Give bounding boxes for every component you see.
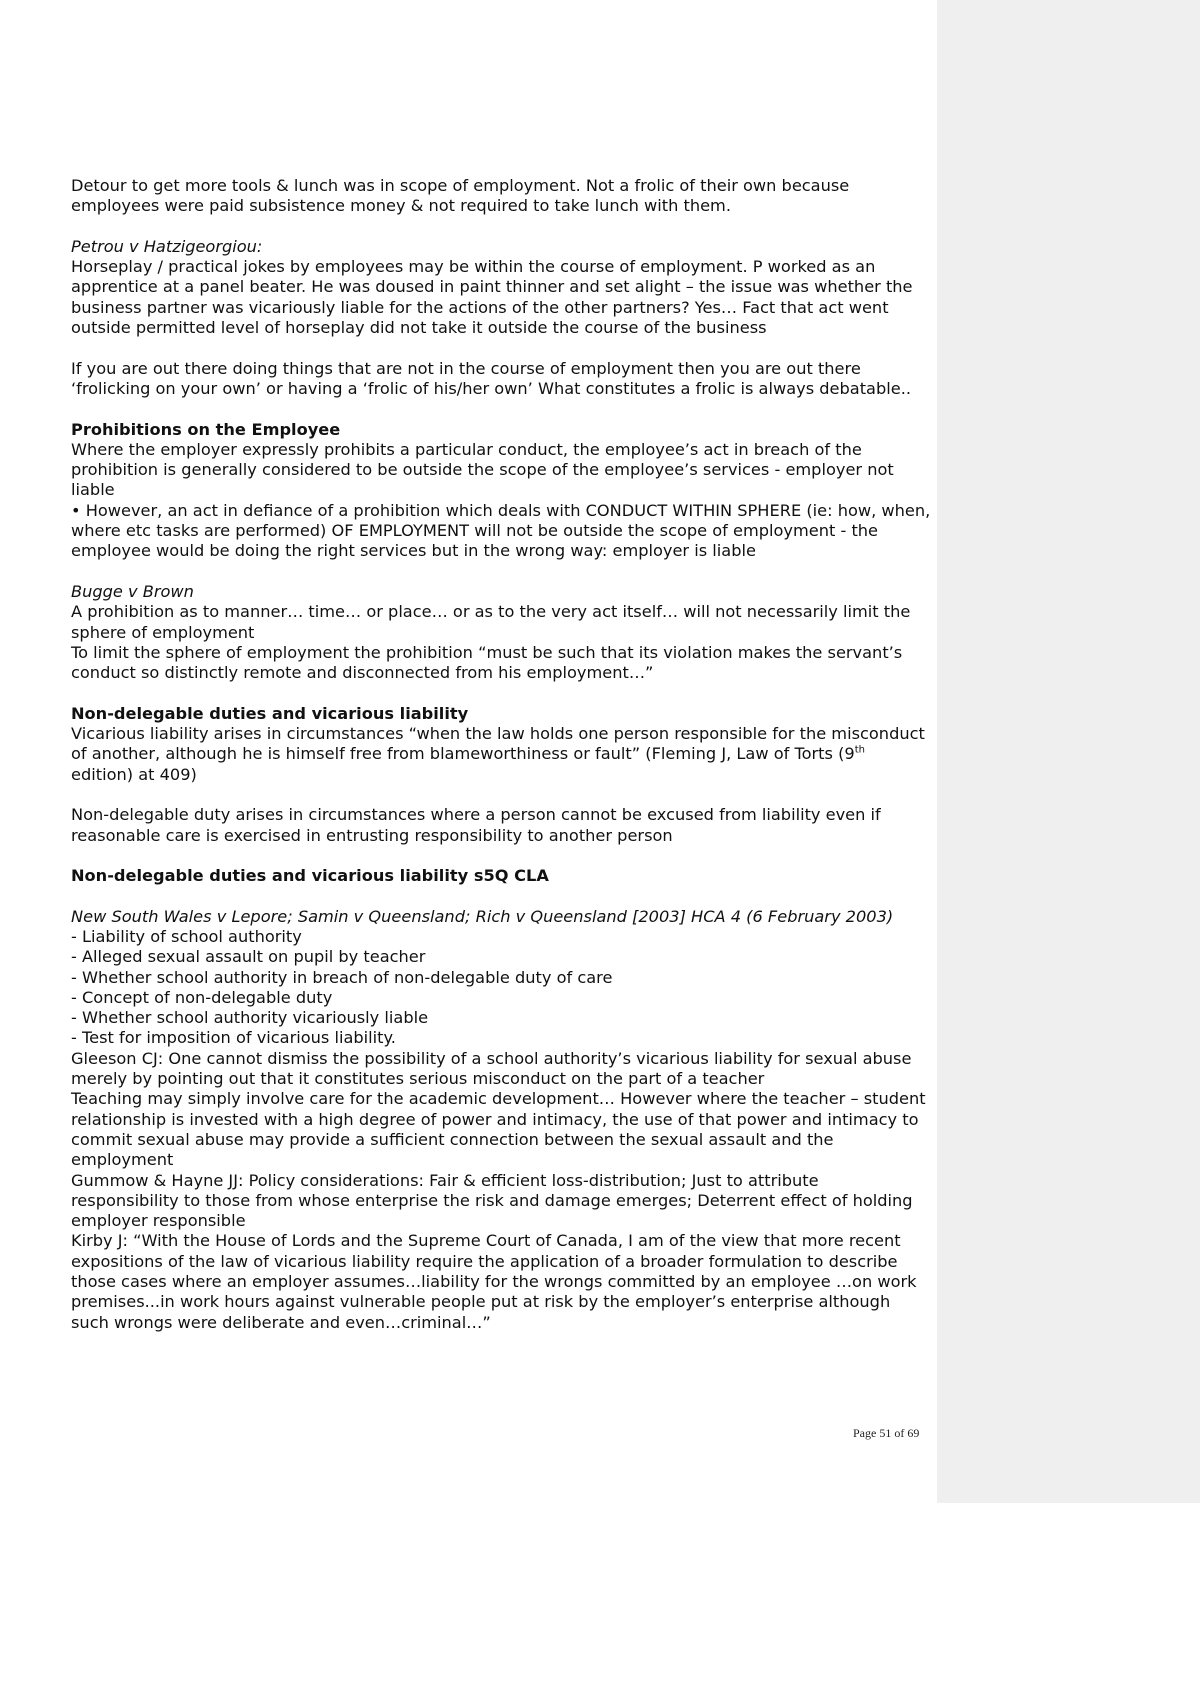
paragraph: Detour to get more tools & lunch was in scope of employment. Not a frolic of their own because employees were paid subsistence money & not required to take lunch with them. xyxy=(71,176,850,216)
issue-list xyxy=(71,927,931,1049)
list-item: - Whether school authority vicariously liable xyxy=(71,1008,429,1028)
section-heading-s5q: Non-delegable duties and vicarious liability s5Q CLA xyxy=(71,866,549,886)
case-name-petrou: Petrou v Hatzigeorgiou: xyxy=(71,236,263,256)
paragraph: Teaching may simply involve care for the academic development… However where the teacher – student relationship is invested with a high degree of power and intimacy, the use of that power and intimacy to commit sexual abuse may provide a sufficient connection between the sexual assault and the employment xyxy=(71,1089,926,1170)
case-name-bugge: Bugge v Brown xyxy=(71,581,194,601)
list-item: - Alleged sexual assault on pupil by teacher xyxy=(71,947,426,967)
text-run: Vicarious liability arises in circumstances “when the law holds one person responsible for the misconduct of another, although he is himself free from blameworthiness or fault” (Fleming J, Law of Torts (9 xyxy=(71,724,925,764)
list-item: - Whether school authority in breach of non-delegable duty of care xyxy=(71,967,613,987)
paragraph-gummow-hayne: Gummow & Hayne JJ: Policy considerations: Fair & efficient loss-distribution; Just to attribute responsibility to those from whose enterprise the risk and damage emerges; Deterrent effect of holding employer responsible xyxy=(71,1170,913,1231)
list-item: - Liability of school authority xyxy=(71,926,302,946)
paragraph-kirby: Kirby J: “With the House of Lords and the Supreme Court of Canada, I am of the view that more recent expositions of the law of vicarious liability require the application of a broader formulation to describe those cases where an employer assumes…liability for the wrongs committed by an employee …on work premises...in work hours against vulnerable people put at risk by the employer’s enterprise although such wrongs were deliberate and even…criminal…” xyxy=(71,1231,917,1332)
list-item: - Concept of non-delegable duty xyxy=(71,987,333,1007)
paragraph: To limit the sphere of employment the prohibition “must be such that its violation makes the servant’s conduct so distinctly remote and disconnected from his employment…” xyxy=(71,642,903,683)
bullet-paragraph: • However, an act in defiance of a prohibition which deals with CONDUCT WITHIN SPHERE (ie: how, when, where etc tasks are performed) OF EMPLOYMENT will not be outside the scope of employment - the employee would be doing the right services but in the wrong way: employer is liable xyxy=(71,500,931,561)
comment-pane xyxy=(937,0,1200,1503)
paragraph: Where the employer expressly prohibits a particular conduct, the employee’s act in breach of the prohibition is generally considered to be outside the scope of the employee’s services - employer not liable xyxy=(71,439,894,500)
section-heading-prohibitions: Prohibitions on the Employee xyxy=(71,419,341,439)
paragraph: Horseplay / practical jokes by employees may be within the course of employment. P worked as an apprentice at a panel beater. He was doused in paint thinner and set alight – the issue was whether the business partner was vicariously liable for the actions of the other partners? Yes… Fact that act went outside permitted level of horseplay did not take it outside the course of the business xyxy=(71,257,913,338)
paragraph: A prohibition as to manner… time… or place… or as to the very act itself… will not necessarily limit the sphere of employment xyxy=(71,602,911,642)
paragraph-gleeson: Gleeson CJ: One cannot dismiss the possibility of a school authority’s vicarious liability for sexual abuse merely by pointing out that it constitutes serious misconduct on the part of a teacher xyxy=(71,1048,912,1089)
paragraph: Non-delegable duty arises in circumstances where a person cannot be excused from liability even if reasonable care is exercised in entrusting responsibility to another person xyxy=(71,805,881,845)
document-body xyxy=(71,176,931,1333)
case-name-lepore: New South Wales v Lepore; Samin v Queensland; Rich v Queensland [2003] HCA 4 (6 February 2003) xyxy=(71,906,894,926)
list-item: - Test for imposition of vicarious liability. xyxy=(71,1028,396,1048)
paragraph-vicarious xyxy=(71,724,931,785)
superscript: th xyxy=(854,744,865,756)
paragraph: If you are out there doing things that are not in the course of employment then you are out there ‘frolicking on your own’ or having a ‘frolic of his/her own’ What constitutes a frolic is always debatable.. xyxy=(71,358,911,398)
section-heading-nondelegable: Non-delegable duties and vicarious liability xyxy=(71,703,469,723)
page-number: Page 51 of 69 xyxy=(853,1426,920,1440)
text-run: edition) at 409) xyxy=(71,764,197,784)
